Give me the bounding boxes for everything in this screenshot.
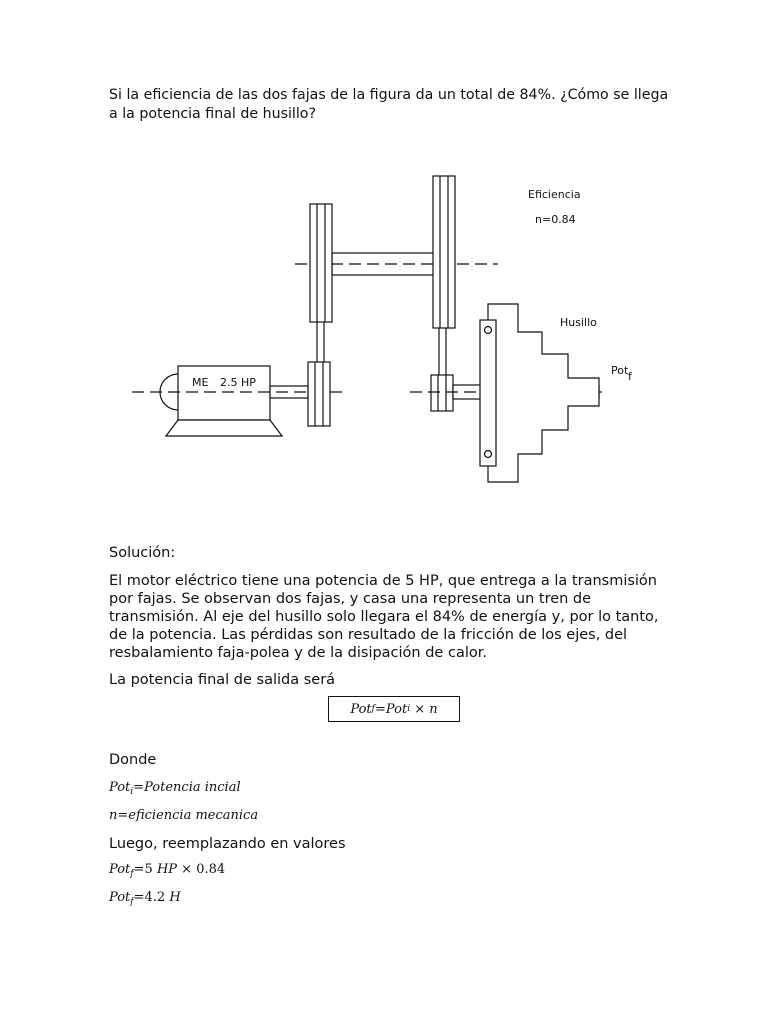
pot-subscript: f: [628, 370, 632, 383]
calc-symbol: Pot: [109, 890, 131, 905]
formula-lhs: Pot: [350, 701, 372, 717]
chuck-bolt-bottom: [485, 451, 492, 458]
formula-intro: La potencia final de salida será: [109, 672, 336, 688]
motor-pulley: [308, 362, 330, 426]
efficiency-title: Eficiencia: [528, 188, 581, 201]
transmission-diagram: [120, 168, 632, 498]
chuck-plate: [480, 320, 496, 466]
def-text: Potencia incial: [144, 780, 241, 795]
definition-pot-i: [109, 780, 241, 797]
transmission-figure: [120, 168, 632, 498]
formula-rhs-sub: i: [407, 704, 411, 714]
spindle-pulley: [431, 375, 453, 411]
luego-label: Luego, reemplazando en valores: [109, 836, 346, 852]
solution-heading: Solución:: [109, 545, 176, 561]
calc-num: 5: [144, 862, 153, 877]
question-text: Si la eficiencia de las dos fajas de la figura da un total de 84%. ¿Cómo se llega a la potencia final de husillo?: [109, 87, 669, 122]
calc-sub: f: [130, 869, 134, 879]
calc-eq: =: [133, 890, 145, 905]
calc-unit: H: [165, 890, 181, 905]
def-sub: i: [130, 787, 134, 797]
calc-eq: =: [133, 862, 145, 877]
pot-label: Pot: [611, 364, 629, 377]
calc-rest: × 0.84: [177, 862, 226, 877]
motor-label: ME: [192, 376, 209, 389]
formula-box: [328, 696, 460, 722]
left-upper-pulley: [310, 204, 332, 322]
spindle-body: [488, 304, 599, 482]
calculation-1: [109, 862, 225, 879]
spindle-label: Husillo: [560, 316, 597, 329]
def-eq: =: [117, 808, 129, 823]
calc-symbol: Pot: [109, 862, 131, 877]
calc-num: 4.2: [144, 890, 166, 905]
upper-shaft: [332, 253, 434, 275]
right-upper-pulley: [433, 176, 455, 328]
formula-eq: =: [375, 701, 386, 717]
formula-times: ×: [410, 701, 430, 717]
chuck-bolt-top: [485, 327, 492, 334]
solution-text: El motor eléctrico tiene una potencia de 5 HP, que entrega a la transmisión por fajas. Se observan dos fajas, y casa una representa un tren de transmisión. Al eje del husillo solo llegara el 84% de energía y, por lo tanto, de la potencia. Las pérdidas son resultado de la fricción de los ejes, del resbalamiento faja-polea y de la disipación de calor.: [109, 573, 659, 661]
def-symbol: n: [109, 808, 118, 823]
motor-body: [178, 366, 270, 420]
calc-sub: f: [130, 897, 134, 907]
def-symbol: Pot: [109, 780, 131, 795]
donde-label: Donde: [109, 752, 157, 768]
definition-n: [109, 808, 258, 823]
motor-base: [166, 420, 282, 436]
def-eq: =: [133, 780, 145, 795]
calculation-2: [109, 890, 181, 907]
formula-lhs-sub: f: [371, 704, 375, 714]
efficiency-value: n=0.84: [535, 213, 576, 226]
motor-power: 2.5 HP: [220, 376, 256, 389]
calc-unit: HP: [152, 862, 178, 877]
def-text: eficiencia mecanica: [128, 808, 259, 823]
formula-rhs: Pot: [385, 701, 408, 717]
formula-factor: n: [429, 701, 438, 717]
